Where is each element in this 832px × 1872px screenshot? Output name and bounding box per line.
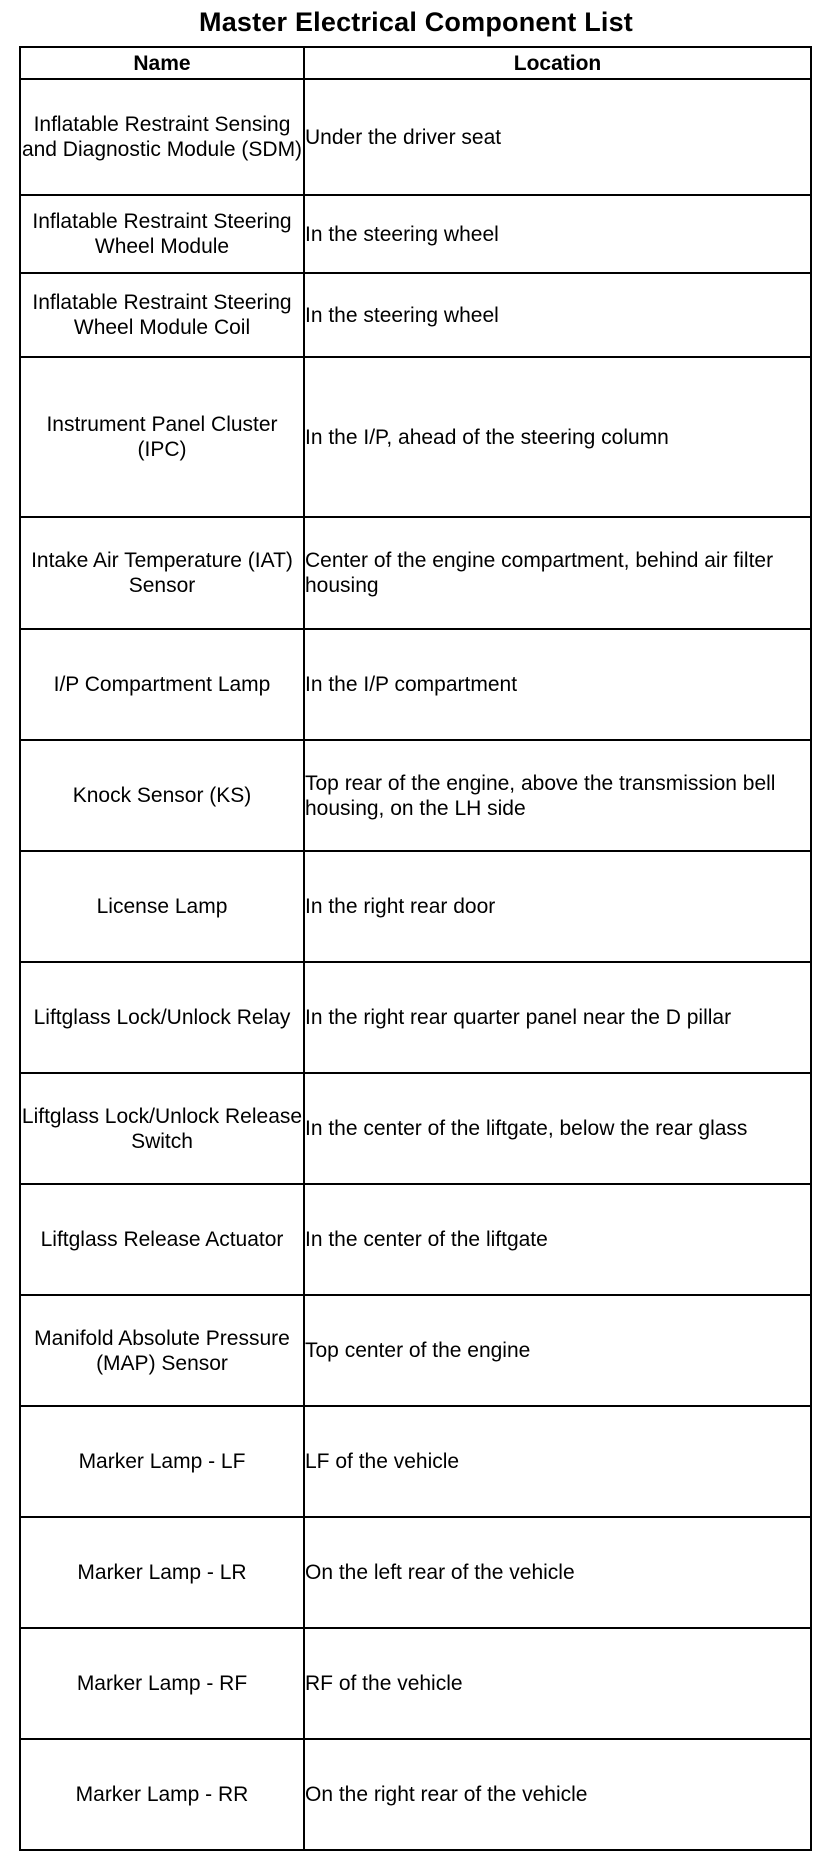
component-location: In the center of the liftgate, below the rear glass xyxy=(304,1073,811,1184)
table-row xyxy=(20,629,811,740)
component-name: I/P Compartment Lamp xyxy=(20,629,304,740)
component-name: Manifold Absolute Pressure (MAP) Sensor xyxy=(20,1295,304,1406)
component-location: RF of the vehicle xyxy=(304,1628,811,1739)
page-title: Master Electrical Component List xyxy=(199,7,633,37)
table-row xyxy=(20,962,811,1073)
component-name: Inflatable Restraint Steering Wheel Module xyxy=(20,195,304,273)
component-name: Intake Air Temperature (IAT) Sensor xyxy=(20,517,304,629)
component-location: Top center of the engine xyxy=(304,1295,811,1406)
component-name: Marker Lamp - RF xyxy=(20,1628,304,1739)
component-location: Under the driver seat xyxy=(304,79,811,195)
component-name: Liftglass Lock/Unlock Release Switch xyxy=(20,1073,304,1184)
column-header-location: Location xyxy=(304,47,811,79)
component-table xyxy=(19,46,812,1851)
column-header-name: Name xyxy=(20,47,304,79)
table-row xyxy=(20,273,811,357)
table-header-row xyxy=(20,47,811,79)
table-row xyxy=(20,79,811,195)
component-name: Liftglass Lock/Unlock Relay xyxy=(20,962,304,1073)
component-location: In the steering wheel xyxy=(304,195,811,273)
component-location: LF of the vehicle xyxy=(304,1406,811,1517)
table-row xyxy=(20,517,811,629)
table-row xyxy=(20,195,811,273)
component-location: On the left rear of the vehicle xyxy=(304,1517,811,1628)
component-name: Knock Sensor (KS) xyxy=(20,740,304,851)
table-row xyxy=(20,1073,811,1184)
table-row xyxy=(20,1295,811,1406)
component-name: Marker Lamp - RR xyxy=(20,1739,304,1850)
component-location: Center of the engine compartment, behind air filter housing xyxy=(304,517,811,629)
component-location: Top rear of the engine, above the transmission bell housing, on the LH side xyxy=(304,740,811,851)
component-location: In the center of the liftgate xyxy=(304,1184,811,1295)
component-location: In the I/P compartment xyxy=(304,629,811,740)
component-name: Instrument Panel Cluster (IPC) xyxy=(20,357,304,517)
table-row xyxy=(20,1406,811,1517)
component-location: In the steering wheel xyxy=(304,273,811,357)
table-row xyxy=(20,1739,811,1850)
table-row xyxy=(20,357,811,517)
table-row xyxy=(20,1628,811,1739)
table-row xyxy=(20,1517,811,1628)
component-location: In the I/P, ahead of the steering column xyxy=(304,357,811,517)
table-row xyxy=(20,740,811,851)
component-name: License Lamp xyxy=(20,851,304,962)
component-name: Inflatable Restraint Sensing and Diagnostic Module (SDM) xyxy=(20,79,304,195)
table-row xyxy=(20,851,811,962)
component-name: Marker Lamp - LR xyxy=(20,1517,304,1628)
component-name: Inflatable Restraint Steering Wheel Module Coil xyxy=(20,273,304,357)
component-name: Liftglass Release Actuator xyxy=(20,1184,304,1295)
component-location: In the right rear door xyxy=(304,851,811,962)
component-location: On the right rear of the vehicle xyxy=(304,1739,811,1850)
component-name: Marker Lamp - LF xyxy=(20,1406,304,1517)
table-row xyxy=(20,1184,811,1295)
component-location: In the right rear quarter panel near the D pillar xyxy=(304,962,811,1073)
